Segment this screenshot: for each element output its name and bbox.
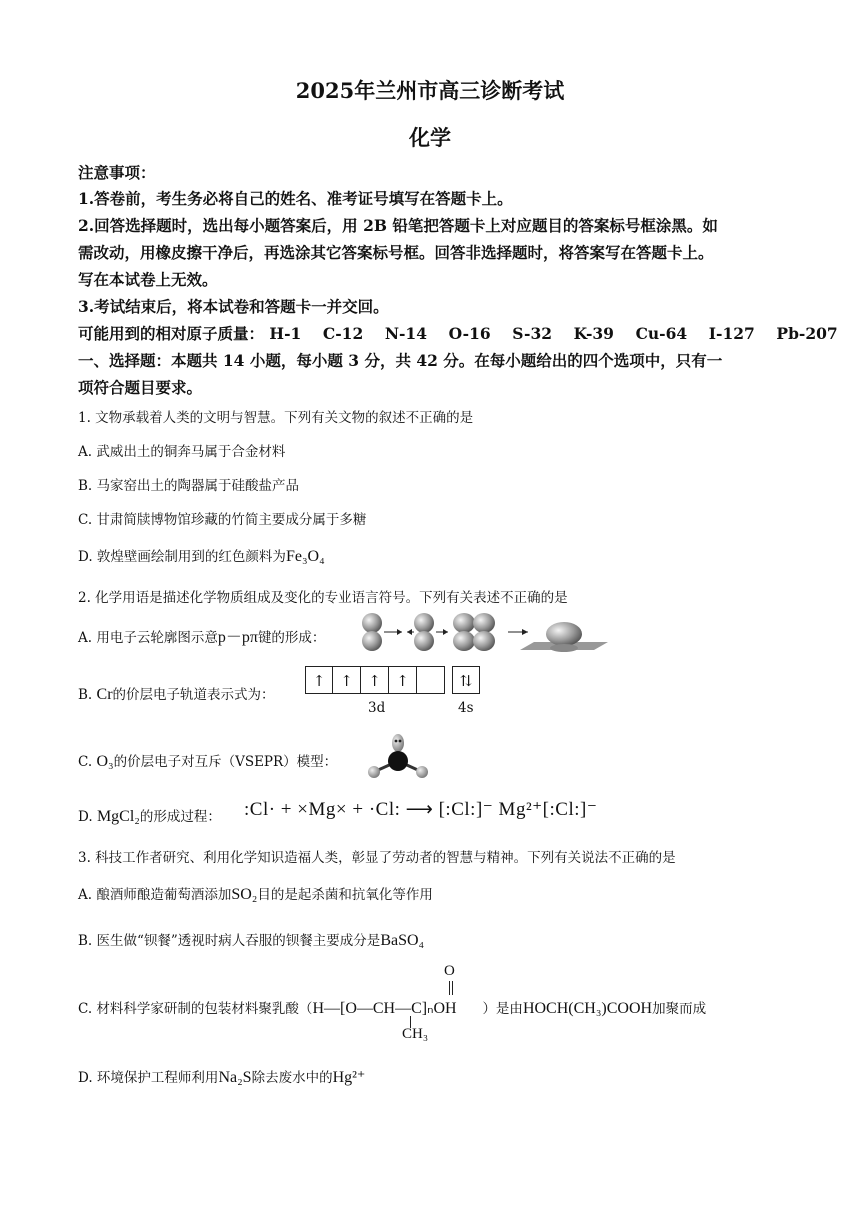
q2-option-a-text: A. 用电子云轮廓图示意 bbox=[78, 630, 218, 646]
q2-option-d-text: 的形成过程： bbox=[139, 809, 221, 825]
q2-option-b-formula: Cr bbox=[96, 686, 113, 703]
orbital-3d-label: 3d bbox=[368, 700, 386, 716]
q1-option-d bbox=[78, 545, 325, 566]
mass-item: Pb-207 bbox=[776, 324, 838, 343]
note-2-line2: 需改动，用橡皮擦干净后，再选涂其它答案标号框。回答非选择题时，将答案写在答题卡上。 bbox=[78, 243, 714, 262]
q3-option-d-formula: Na₂S bbox=[218, 1069, 252, 1086]
q3-option-c bbox=[78, 997, 706, 1018]
note-3: 3.考试结束后，将本试卷和答题卡一并交回。 bbox=[78, 297, 389, 316]
carbonyl-oxygen-label: O bbox=[444, 963, 455, 979]
mgcl2-formation-equation: :Cl· + ×Mg× + ·Cl: ⟶ [:Cl:]⁻ Mg²⁺[:Cl:]⁻ bbox=[244, 799, 598, 820]
q3-stem: 3. 科技工作者研究、利用化学知识造福人类，彰显了劳动者的智慧与精神。下列有关说法不正确的是 bbox=[78, 850, 676, 866]
vsepr-model-diagram bbox=[364, 733, 432, 781]
mass-item: N-14 bbox=[384, 324, 427, 343]
q3-option-a-text: A. 酿酒师酿造葡萄酒添加 bbox=[78, 887, 232, 903]
mass-item: H-1 bbox=[269, 324, 302, 343]
q1-option-c: C. 甘肃简牍博物馆珍藏的竹简主要成分属于多糖 bbox=[78, 512, 367, 528]
q3-option-a bbox=[78, 883, 433, 904]
q1-stem: 1. 文物承载着人类的文明与智慧。下列有关文物的叙述不正确的是 bbox=[78, 410, 474, 426]
q3-option-c-tail: 加聚而成 bbox=[652, 1001, 707, 1017]
orbital-box bbox=[417, 666, 445, 694]
q3-option-d-mid: 除去废水中的 bbox=[251, 1070, 333, 1086]
q2-option-c-formula: O₃ bbox=[96, 753, 114, 770]
q3-option-c-monomer: HOCH(CH₃)COOH bbox=[522, 1000, 653, 1017]
q2-option-a-tail: 键的形成： bbox=[257, 630, 326, 646]
q3-option-b bbox=[78, 929, 424, 950]
q3-option-d bbox=[78, 1066, 365, 1087]
section-heading-line2: 项符合题目要求。 bbox=[78, 378, 203, 397]
orbital-4s-box bbox=[452, 666, 480, 694]
subject-title: 化学 bbox=[409, 125, 451, 150]
q1-option-d-text: D. 敦煌壁画绘制用到的红色颜料为 bbox=[78, 549, 286, 565]
q1-option-b: B. 马家窑出土的陶器属于硅酸盐产品 bbox=[78, 478, 300, 494]
q2-option-c bbox=[78, 750, 337, 771]
q3-option-c-mid: ）是由 bbox=[482, 1001, 523, 1017]
q2-stem: 2. 化学用语是描述化学物质组成及变化的专业语言符号。下列有关表述不正确的是 bbox=[78, 590, 568, 606]
orbital-box: ↑ bbox=[333, 666, 361, 694]
orbital-box: ↑ bbox=[361, 666, 389, 694]
mass-item: S-32 bbox=[512, 324, 553, 343]
mass-item: I-127 bbox=[708, 324, 755, 343]
q2-option-d-prefix: D. bbox=[78, 809, 93, 825]
mass-item: O-16 bbox=[448, 324, 491, 343]
q3-option-d-ion: Hg²⁺ bbox=[332, 1069, 366, 1086]
mass-item: C-12 bbox=[322, 324, 364, 343]
q1-option-d-formula: Fe₃O₄ bbox=[285, 548, 325, 565]
orbital-3d-boxes bbox=[305, 666, 445, 694]
q2-option-a bbox=[78, 624, 325, 647]
orbital-box: ↑ bbox=[389, 666, 417, 694]
atomic-masses-label: 可能用到的相对原子质量： bbox=[78, 324, 265, 343]
orbital-box: ↑ bbox=[305, 666, 333, 694]
notes-heading: 注意事项： bbox=[78, 163, 156, 182]
q2-option-d-formula: MgCl₂ bbox=[96, 808, 140, 825]
orbital-4s-label: 4s bbox=[458, 700, 474, 716]
q3-option-c-polymer: H—[O—CH—C]ₙOH bbox=[312, 1000, 457, 1017]
carbonyl-double-bond bbox=[449, 981, 451, 995]
q3-option-b-text: B. 医生做“钡餐”透视时病人吞服的钡餐主要成分是 bbox=[78, 933, 381, 949]
section-heading-line1: 一、选择题：本题共 14 小题，每小题 3 分，共 42 分。在每小题给出的四个选项中，只有一 bbox=[78, 351, 723, 370]
methyl-group-label: CH₃ bbox=[402, 1026, 429, 1042]
q3-option-d-text: D. 环境保护工程师利用 bbox=[78, 1070, 219, 1086]
orbital-box: ⇅ bbox=[452, 666, 480, 694]
q3-option-a-tail: 目的是起杀菌和抗氧化等作用 bbox=[257, 887, 433, 903]
mass-item: Cu-64 bbox=[635, 324, 688, 343]
q2-option-b-prefix: B. bbox=[78, 687, 93, 703]
note-2-line3: 写在本试卷上无效。 bbox=[78, 270, 218, 289]
carbonyl-double-bond-line bbox=[452, 981, 454, 995]
q2-option-b bbox=[78, 683, 275, 704]
exam-title: 2025年兰州市高三诊断考试 bbox=[295, 78, 565, 103]
atomic-masses bbox=[78, 322, 838, 344]
q2-option-b-text: 的价层电子轨道表示式为： bbox=[112, 687, 275, 703]
p-p-pi-orbital-diagram bbox=[358, 612, 618, 652]
q3-option-c-text: C. 材料科学家研制的包装材料聚乳酸（ bbox=[78, 1001, 313, 1017]
q3-option-a-formula: SO₂ bbox=[231, 886, 258, 903]
q3-option-b-formula: BaSO₄ bbox=[380, 932, 425, 949]
q2-option-c-text: 的价层电子对互斥（VSEPR）模型： bbox=[113, 754, 338, 770]
q2-option-c-prefix: C. bbox=[78, 754, 93, 770]
q1-option-a: A. 武威出土的铜奔马属于合金材料 bbox=[78, 444, 286, 460]
note-2-line1: 2.回答选择题时，选出每小题答案后，用 2B 铅笔把答题卡上对应题目的答案标号框涂黑。如 bbox=[78, 216, 718, 235]
note-1: 1.答卷前，考生务必将自己的姓名、准考证号填写在答题卡上。 bbox=[78, 189, 513, 208]
q2-option-d bbox=[78, 805, 221, 826]
q2-option-a-formula: p－pπ bbox=[217, 629, 258, 646]
mass-item: K-39 bbox=[573, 324, 614, 343]
